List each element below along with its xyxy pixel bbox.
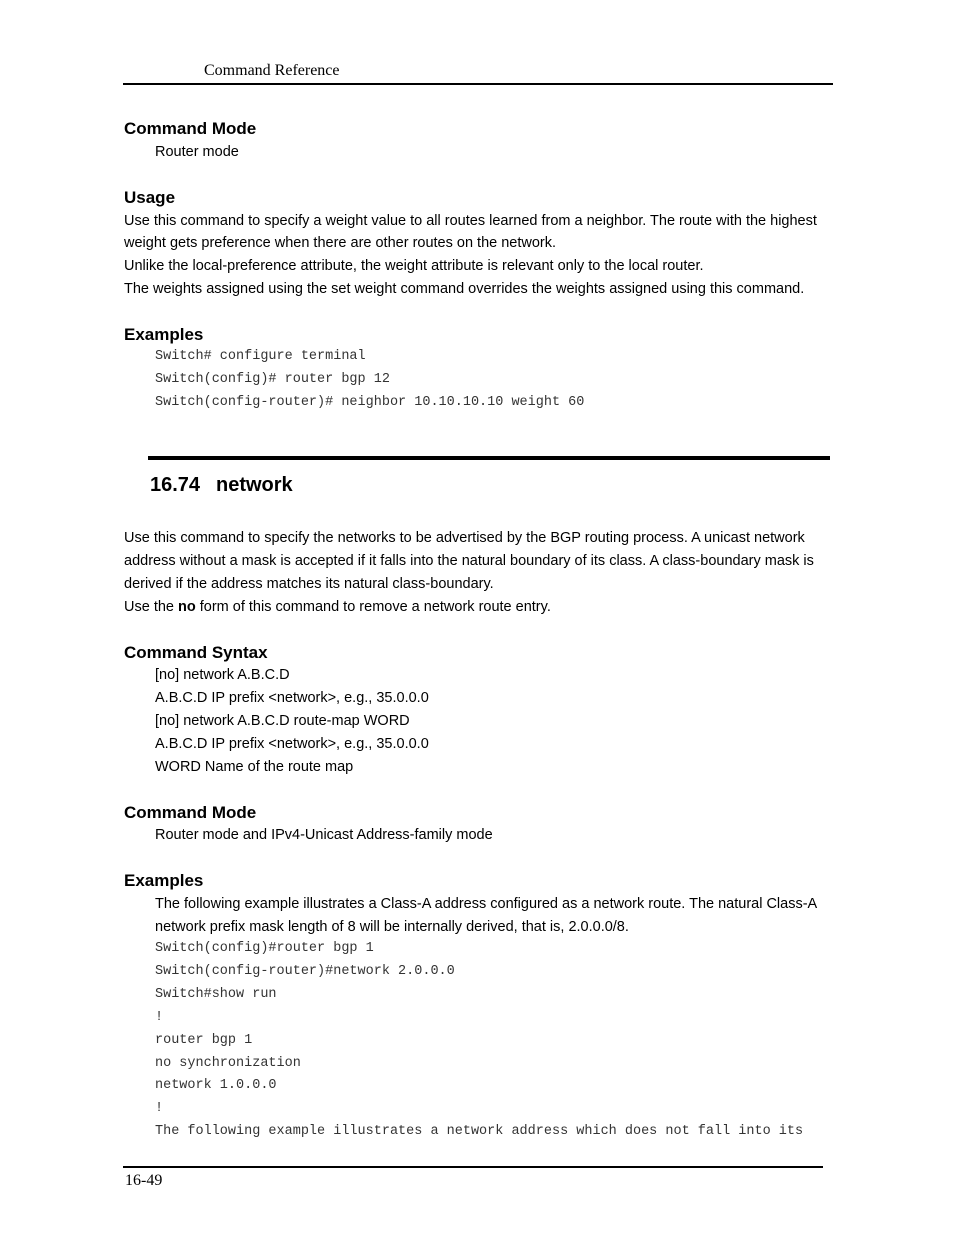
code-line: Switch(config)# router bgp 12 bbox=[155, 372, 390, 387]
code-line: no synchronization bbox=[155, 1056, 301, 1071]
no-form-suffix: form of this command to remove a network route entry. bbox=[195, 599, 551, 615]
intro-line: address without a mask is accepted if it falls into the natural boundary of its class. A class-boundary mask is bbox=[124, 553, 814, 569]
command-mode-heading: Command Mode bbox=[124, 803, 257, 822]
code-line: ! bbox=[155, 1101, 164, 1116]
syntax-line: [no] network A.B.C.D bbox=[155, 667, 290, 683]
code-line: Switch# configure terminal bbox=[155, 349, 366, 364]
section-title: network bbox=[216, 474, 293, 496]
examples-heading: Examples bbox=[124, 325, 204, 344]
intro-line: derived if the address matches its natural class-boundary. bbox=[124, 576, 494, 592]
usage-line: Unlike the local-preference attribute, the weight attribute is relevant only to the local router. bbox=[124, 258, 704, 274]
section-number: 16.74 bbox=[150, 474, 201, 496]
header-rule bbox=[123, 83, 833, 85]
running-header: Command Reference bbox=[204, 62, 340, 79]
code-line: router bgp 1 bbox=[155, 1033, 253, 1048]
code-line: network 1.0.0.0 bbox=[155, 1078, 277, 1093]
example-line: The following example illustrates a Class-A address configured as a network route. The natural Class-A bbox=[155, 896, 818, 912]
command-syntax-heading: Command Syntax bbox=[124, 643, 268, 662]
code-line: ! bbox=[155, 1010, 164, 1025]
code-line: Switch(config-router)# neighbor 10.10.10.10 weight 60 bbox=[155, 395, 585, 410]
command-mode-text: Router mode bbox=[155, 144, 239, 160]
no-form-keyword: no bbox=[178, 599, 196, 615]
syntax-line: A.B.C.D IP prefix <network>, e.g., 35.0.0.0 bbox=[155, 736, 429, 752]
page-number: 16-49 bbox=[125, 1172, 163, 1189]
no-form-prefix: Use the bbox=[124, 599, 178, 615]
command-mode-heading: Command Mode bbox=[124, 119, 257, 138]
usage-line: Use this command to specify a weight value to all routes learned from a neighbor. The route with the highest bbox=[124, 213, 817, 229]
command-mode-text: Router mode and IPv4-Unicast Address-family mode bbox=[155, 827, 493, 843]
syntax-line: A.B.C.D IP prefix <network>, e.g., 35.0.0.0 bbox=[155, 690, 429, 706]
syntax-line: WORD Name of the route map bbox=[155, 759, 354, 775]
usage-heading: Usage bbox=[124, 188, 176, 207]
code-line: Switch#show run bbox=[155, 987, 277, 1002]
intro-line: Use this command to specify the networks to be advertised by the BGP routing process. A unicast network bbox=[124, 530, 805, 546]
usage-line: The weights assigned using the set weight command overrides the weights assigned using this command. bbox=[124, 281, 805, 297]
usage-line: weight gets preference when there are other routes on the network. bbox=[124, 235, 557, 251]
examples-heading: Examples bbox=[124, 871, 204, 890]
example-line: network prefix mask length of 8 will be internally derived, that is, 2.0.0.0/8. bbox=[155, 919, 629, 935]
code-line: The following example illustrates a network address which does not fall into its bbox=[155, 1124, 804, 1139]
section-rule bbox=[148, 456, 830, 460]
syntax-line: [no] network A.B.C.D route-map WORD bbox=[155, 713, 410, 729]
code-line: Switch(config-router)#network 2.0.0.0 bbox=[155, 964, 455, 979]
no-form-line bbox=[124, 599, 551, 615]
footer-rule bbox=[123, 1166, 823, 1168]
code-line: Switch(config)#router bgp 1 bbox=[155, 941, 374, 956]
